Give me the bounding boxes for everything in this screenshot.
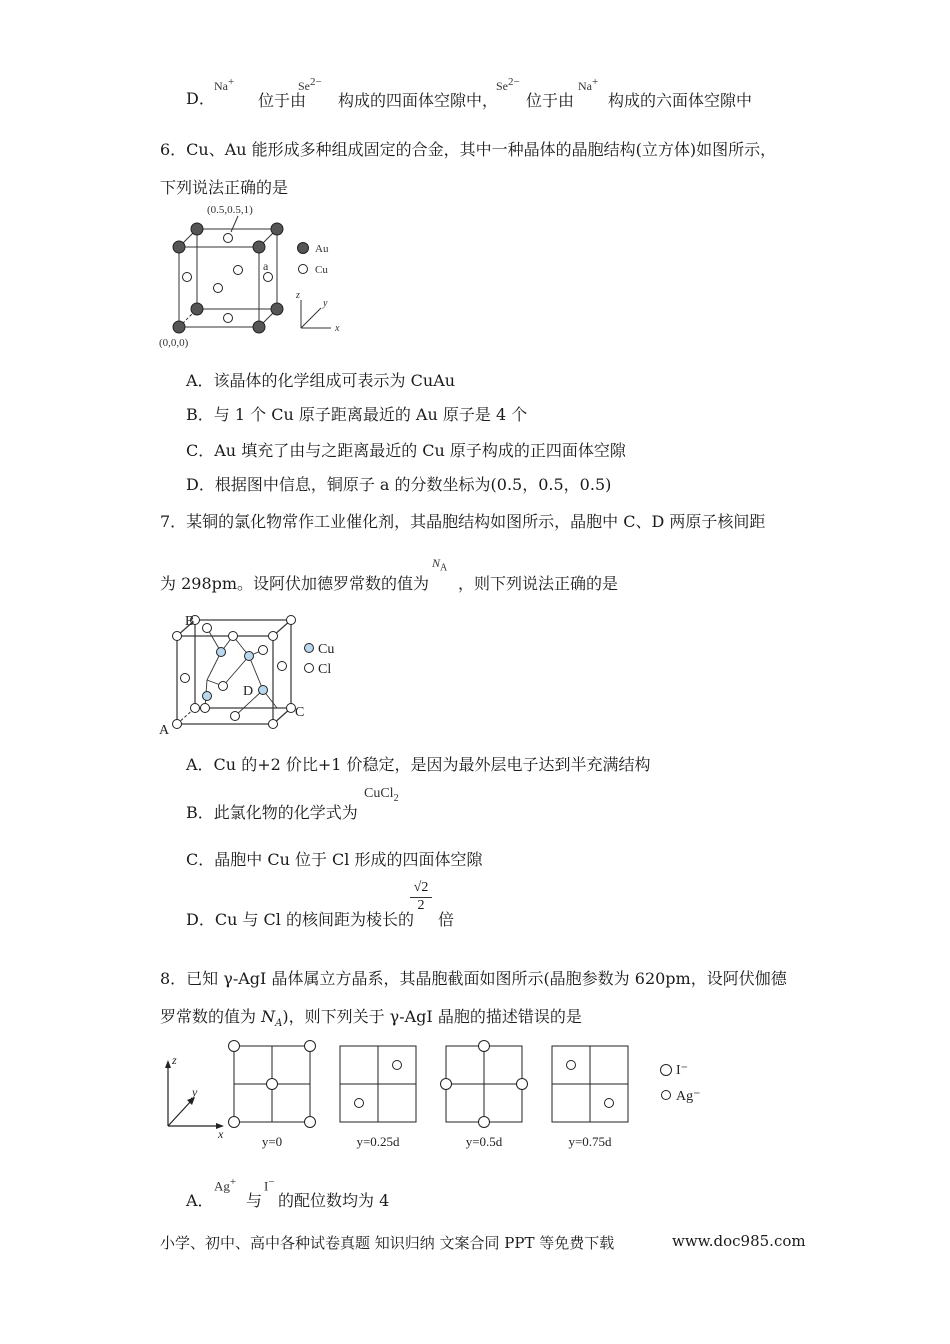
ion-na-2 <box>578 76 598 94</box>
coord-top-label: (0.5,0.5,1) <box>207 204 253 216</box>
formula-base: CuCl <box>364 786 394 801</box>
legend-cu-label: Cu <box>315 264 328 276</box>
cl-atom <box>269 720 278 729</box>
q8-stem-line2 <box>160 1004 582 1029</box>
q5-text4: 构成的六面体空隙中 <box>608 91 753 110</box>
cl-atom <box>278 662 287 671</box>
au-atom <box>253 321 265 333</box>
cu-atom <box>214 284 223 293</box>
na-sub: A <box>275 1018 283 1030</box>
ion-symbol: Na <box>214 79 228 93</box>
q7-option-d-suffix: 倍 <box>438 910 455 929</box>
au-atom <box>173 321 185 333</box>
au-atom <box>191 223 203 235</box>
caption-y025: y=0.25d <box>356 1134 400 1149</box>
i-ion <box>479 1117 490 1128</box>
cl-atom <box>191 704 200 713</box>
axis-z-label: z <box>296 290 300 301</box>
q6-stem-line2: 下列说法正确的是 <box>160 178 289 197</box>
q7-option-b-text: B．此氯化物的化学式为 <box>186 803 358 822</box>
legend-ag-label: Ag⁻ <box>676 1089 701 1104</box>
q8-option-a-mid: 与 <box>246 1191 263 1210</box>
ion-charge: + <box>228 76 235 88</box>
cu-atom <box>224 314 233 323</box>
cl-atom <box>287 616 296 625</box>
q6-option-c: C．Au 填充了由与之距离最近的 Cu 原子构成的正四面体空隙 <box>186 441 626 460</box>
stem-text: )，则下列关于 γ-AgI 晶胞的描述错误的是 <box>282 1007 582 1026</box>
atom-a-label: a <box>263 259 269 273</box>
i-ion <box>305 1117 316 1128</box>
ion-se-2 <box>496 76 520 94</box>
label-b: B <box>185 614 195 629</box>
ion-charge: + <box>592 76 599 88</box>
q8-stem-line1: 8．已知 γ-AgI 晶体属立方晶系，其晶胞截面如图所示(晶胞参数为 620pm，设阿伏伽德 <box>160 969 787 988</box>
au-atom <box>173 241 185 253</box>
caption-y05: y=0.5d <box>465 1134 503 1149</box>
i-ion <box>479 1041 490 1052</box>
q8-cross-section-figure <box>160 1040 720 1152</box>
na-letter: N <box>261 1007 276 1026</box>
ion-na <box>214 76 234 94</box>
ion-charge: 2− <box>508 76 520 88</box>
q7-stem-line1: 7．某铜的氯化物常作工业催化剂，其晶胞结构如图所示，晶胞中 C、D 两原子核间距 <box>160 512 766 531</box>
ion-charge: 2− <box>310 76 322 88</box>
q7-stem-line2a: 为 298pm。设阿伏加德罗常数的值为 <box>160 574 430 593</box>
cu-atom <box>245 652 254 661</box>
option-prefix: D． <box>186 89 215 108</box>
q6-option-d: D．根据图中信息，铜原子 a 的分数坐标为(0.5，0.5，0.5) <box>186 475 612 494</box>
cu-atom <box>259 686 268 695</box>
cl-atom <box>201 704 210 713</box>
cl-atom <box>231 712 240 721</box>
cu-atoms <box>203 648 268 701</box>
axis-x-label: x <box>218 1127 224 1141</box>
legend-i-marker <box>661 1065 672 1076</box>
cl-atom <box>203 624 212 633</box>
axis-x-label: x <box>335 323 340 334</box>
cl-atom <box>181 674 190 683</box>
q5-option-d <box>186 86 215 109</box>
cl-atom <box>173 632 182 641</box>
au-atom <box>271 223 283 235</box>
i-ion <box>441 1079 452 1090</box>
cu-atom <box>224 234 233 243</box>
au-atom <box>191 303 203 315</box>
q7-stem-line2b: ，则下列说法正确的是 <box>458 574 619 593</box>
sqrt2-over-2-fraction <box>410 880 432 914</box>
formula-sub: 2 <box>393 792 399 804</box>
i-ion <box>267 1079 278 1090</box>
section-y075 <box>552 1046 628 1122</box>
na-letter: N <box>432 556 441 570</box>
legend-cu-marker <box>305 644 314 653</box>
ag-ion <box>605 1099 614 1108</box>
axis-y-label: y <box>323 298 328 309</box>
axis-y-label: y <box>192 1085 198 1099</box>
q8-option-a-prefix: A． <box>186 1191 214 1210</box>
fraction-denominator: 2 <box>417 898 425 913</box>
stem-text: 罗常数的值为 <box>160 1007 262 1026</box>
ion-charge: + <box>229 1176 237 1188</box>
ion-charge: − <box>268 1176 275 1188</box>
cucl2-formula <box>364 786 399 804</box>
legend-cl-label: Cl <box>318 662 332 677</box>
legend-cl-marker <box>305 664 314 673</box>
q7-option-d-text: D．Cu 与 Cl 的核间距为棱长的 <box>186 910 414 929</box>
au-atom <box>253 241 265 253</box>
ion-symbol: Se <box>298 79 310 93</box>
cu-atom <box>183 273 192 282</box>
q6-stem-line1: 6．Cu、Au 能形成多种组成固定的合金，其中一种晶体的晶胞结构(立方体)如图所示， <box>160 140 777 159</box>
legend-cu-marker <box>299 265 308 274</box>
legend-au-marker <box>298 243 309 254</box>
cl-atom <box>259 646 268 655</box>
cl-atom <box>173 720 182 729</box>
na-sub: A <box>440 562 448 574</box>
footer-left-text: 小学、初中、高中各种试卷真题 知识归纳 文案合同 PPT 等免费下载 <box>160 1234 615 1252</box>
q7-unit-cell-figure <box>155 606 355 740</box>
avogadro-symbol <box>432 556 447 573</box>
label-d: D <box>243 684 254 699</box>
cu-atom <box>234 266 243 275</box>
ion-symbol: Ag <box>214 1178 230 1194</box>
coord-origin-label: (0,0,0) <box>159 337 189 349</box>
q6-option-a: A．该晶体的化学组成可表示为 CuAu <box>186 371 456 390</box>
ag-ion-symbol <box>214 1176 236 1194</box>
i-ion-symbol <box>264 1176 275 1194</box>
ion-se <box>298 76 322 94</box>
cl-atom <box>269 632 278 641</box>
i-ion <box>517 1079 528 1090</box>
legend-i-label: I⁻ <box>676 1063 689 1078</box>
ion-symbol: Se <box>496 79 508 93</box>
label-c: C <box>295 705 305 720</box>
cl-atom <box>229 632 238 641</box>
section-y05 <box>446 1046 522 1122</box>
q6-option-b: B．与 1 个 Cu 原子距离最近的 Au 原子是 4 个 <box>186 405 528 424</box>
legend-cu-label: Cu <box>318 642 335 657</box>
q5-text3: 位于由 <box>526 91 575 110</box>
q7-option-a: A．Cu 的+2 价比+1 价稳定，是因为最外层电子达到半充满结构 <box>186 755 651 774</box>
ion-symbol: Na <box>578 79 592 93</box>
cu-atom <box>203 692 212 701</box>
cl-atom <box>219 682 228 691</box>
ion-symbol: I <box>264 1178 269 1194</box>
q7-option-c: C．晶胞中 Cu 位于 Cl 形成的四面体空隙 <box>186 850 483 869</box>
q5-text1: 位于由 <box>258 91 307 110</box>
caption-y0: y=0 <box>261 1134 283 1149</box>
ag-ion <box>393 1061 402 1070</box>
i-ion <box>305 1041 316 1052</box>
q8-option-a-suffix: 的配位数均为 4 <box>278 1191 390 1210</box>
fraction-numerator: √2 <box>410 880 432 898</box>
caption-y075: y=0.75d <box>568 1134 612 1149</box>
ag-ion <box>567 1061 576 1070</box>
label-a: A <box>159 723 170 738</box>
cu-atom <box>264 273 273 282</box>
axis-z-label: z <box>172 1053 177 1067</box>
legend-au-label: Au <box>315 243 329 255</box>
section-y025 <box>340 1046 416 1122</box>
legend-ag-marker <box>662 1091 671 1100</box>
au-atom <box>271 303 283 315</box>
i-ion <box>229 1041 240 1052</box>
q5-text2: 构成的四面体空隙中， <box>338 91 499 110</box>
q6-cubic-cell-figure <box>155 200 355 352</box>
ag-ion <box>355 1099 364 1108</box>
cu-atom <box>217 648 226 657</box>
footer-website-link[interactable]: www.doc985.com <box>672 1232 806 1250</box>
i-ion <box>229 1117 240 1128</box>
